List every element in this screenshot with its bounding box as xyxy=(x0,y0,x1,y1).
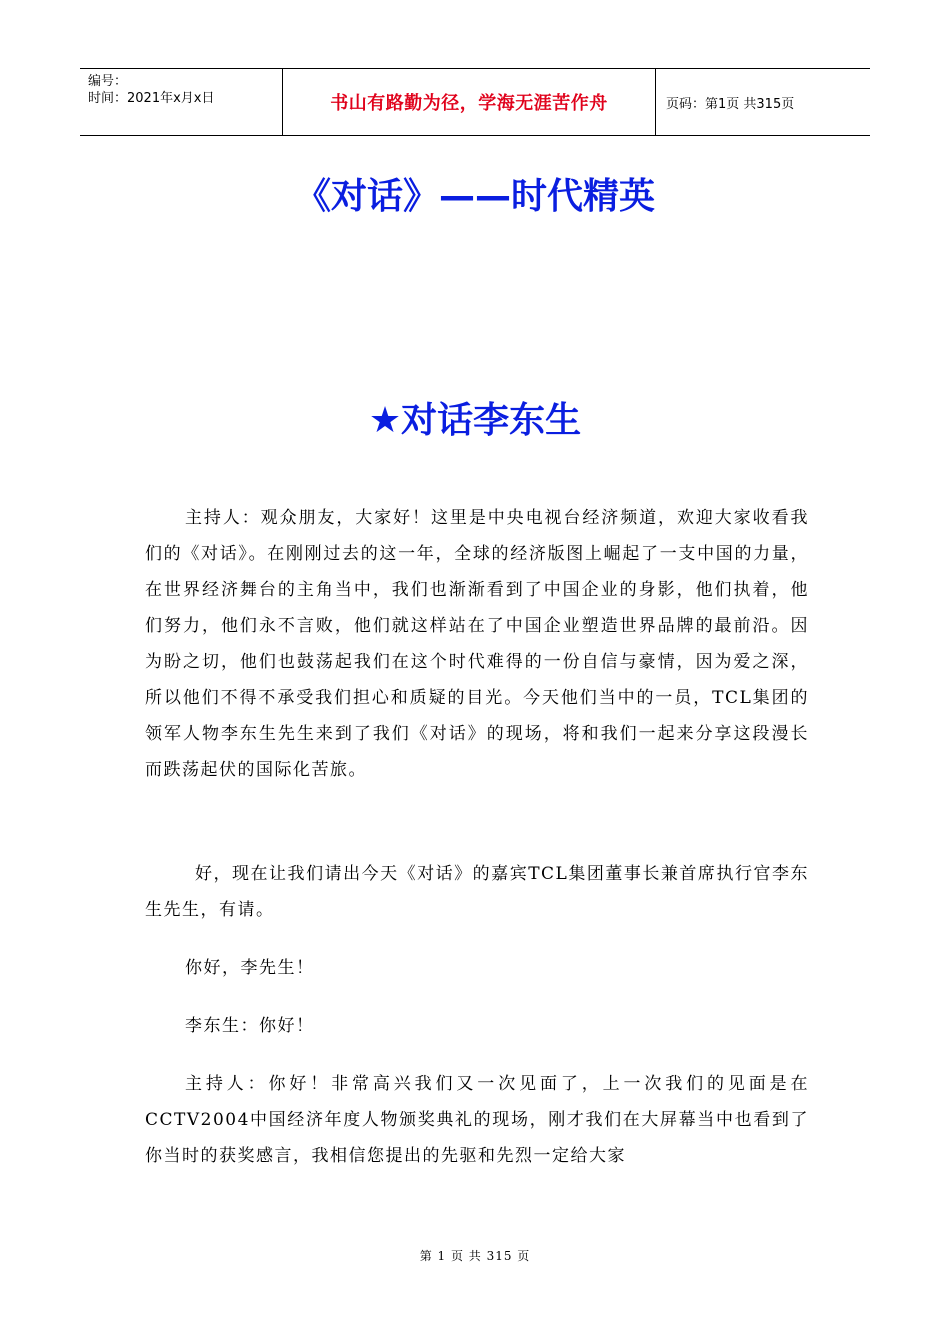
document-title: 《对话》——时代精英 xyxy=(294,176,655,217)
header-meta-cell xyxy=(80,69,282,135)
document-header xyxy=(80,68,870,136)
paragraph: 李东生：你好！ xyxy=(185,1016,315,1036)
paragraph: 主持人：观众朋友，大家好！这里是中央电视台经济频道，欢迎大家收看我们的《对话》。在刚刚过去的这一年，全球的经济版图上崛起了一支中国的力量，在世界经济舞台的主角当中，我们也渐渐看到了中国企业的身影，他们执着，他们努力，他们永不言败，他们就这样站在了中国企业塑造世界品牌的最前沿。因为盼之切，他们也鼓荡起我们在这个时代难得的一份自信与豪情，因为爱之深，所以他们不得不承受我们担心和质疑的目光。今天他们当中的一员，TCL集团的领军人物李东生先生来到了我们《对话》的现场，将和我们一起来分享这段漫长而跌荡起伏的国际化苦旅。 xyxy=(145,508,809,780)
number-label: 编号： xyxy=(88,74,128,89)
section-title: ★对话李东生 xyxy=(368,400,582,441)
time-label: 时间：2021年x月x日 xyxy=(88,91,215,106)
paragraph: 主持人：你好！非常高兴我们又一次见面了，上一次我们的见面是在CCTV2004中国经济年度人物颁奖典礼的现场，刚才我们在大屏幕当中也看到了你当时的获奖感言，我相信您提出的先驱和先烈一定给大家 xyxy=(145,1074,809,1166)
header-motto: 书山有路勤为径，学海无涯苦作舟 xyxy=(282,69,656,135)
page-footer: 第 1 页 共 315 页 xyxy=(419,1249,531,1263)
header-page-info: 页码：第1页 共315页 xyxy=(666,96,795,112)
paragraph: 你好，李先生！ xyxy=(185,958,315,978)
paragraph: 好，现在让我们请出今天《对话》的嘉宾TCL集团董事长兼首席执行官李东生先生，有请。 xyxy=(145,864,809,920)
